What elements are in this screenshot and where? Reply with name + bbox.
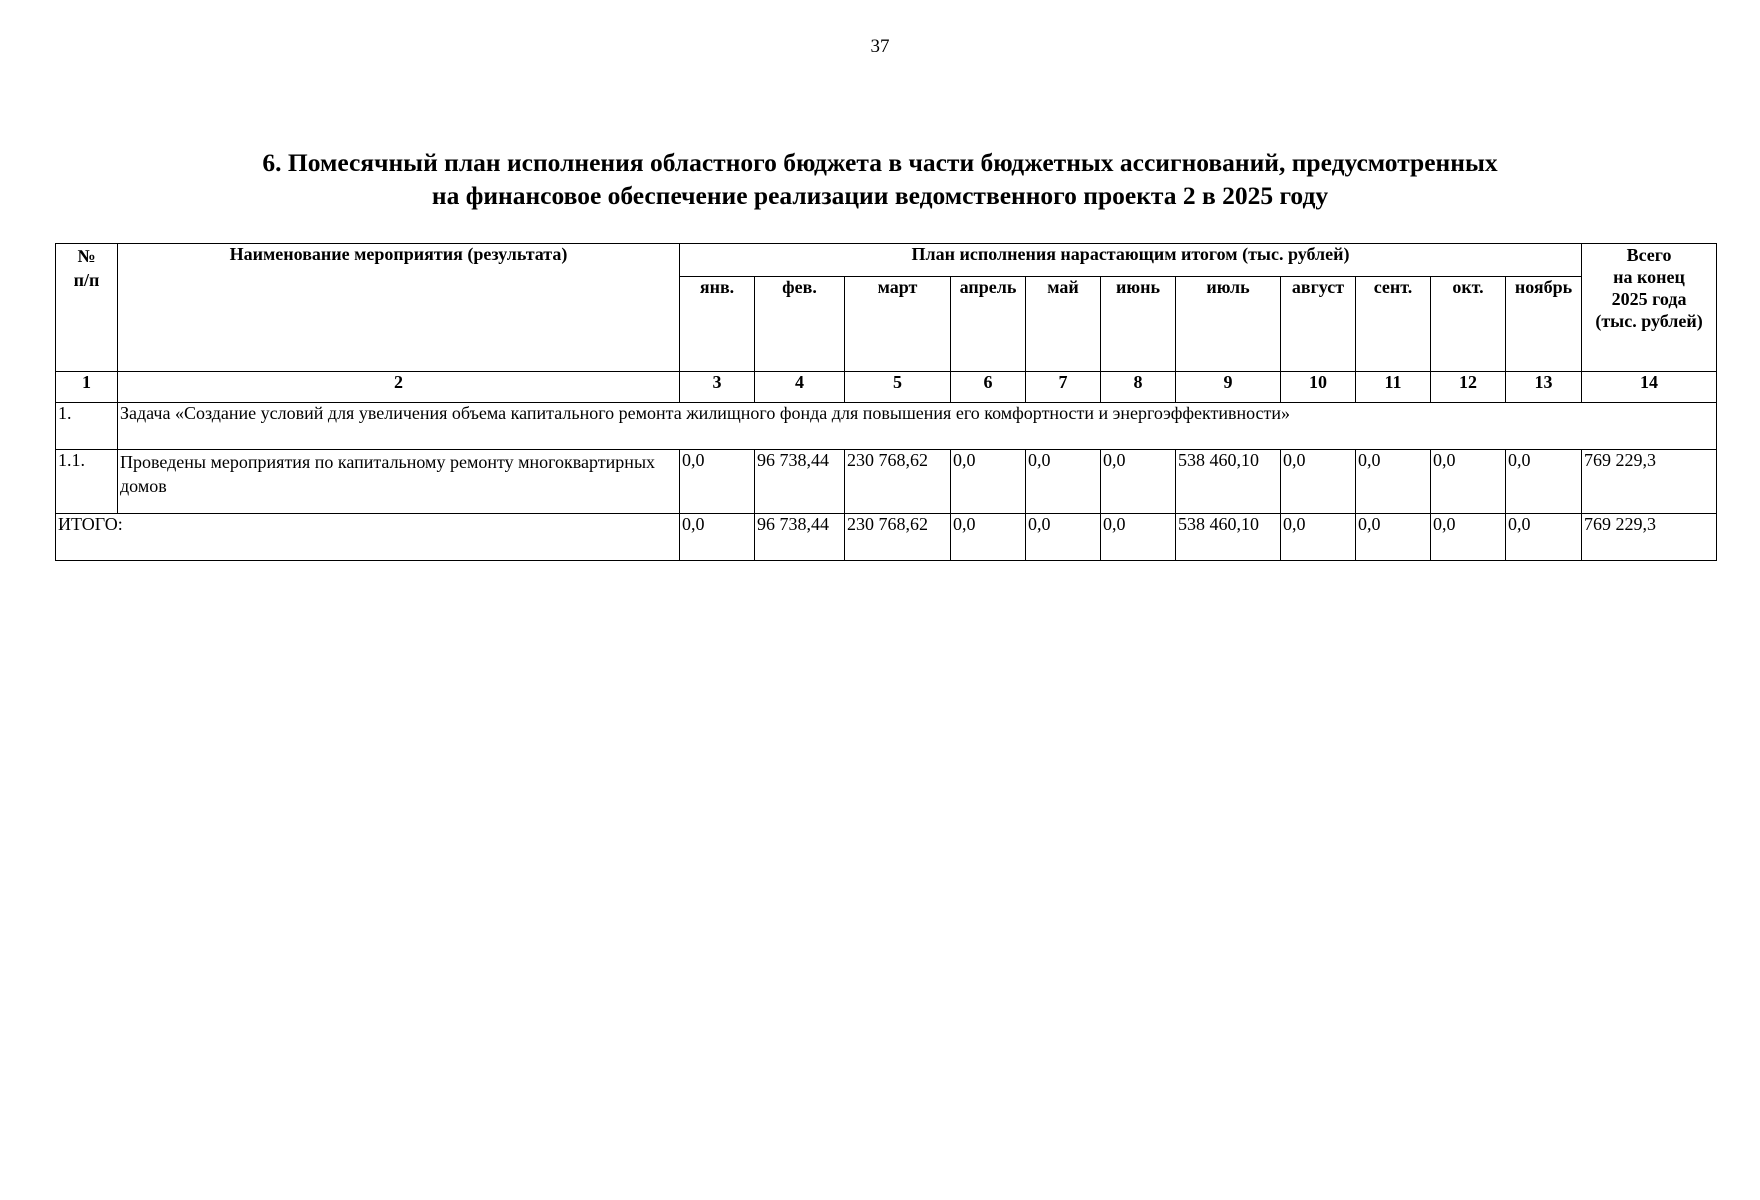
table-row	[56, 450, 1717, 514]
column-number-row	[56, 372, 1717, 403]
month-header: август	[1281, 277, 1356, 372]
month-header: март	[845, 277, 951, 372]
column-number: 10	[1281, 372, 1356, 403]
header-row-1	[56, 244, 1717, 277]
column-number: 14	[1582, 372, 1717, 403]
total-value-cell: 96 738,44	[755, 514, 845, 561]
column-number: 8	[1101, 372, 1176, 403]
column-number: 13	[1506, 372, 1582, 403]
column-number: 4	[755, 372, 845, 403]
total-value-cell: 0,0	[1431, 514, 1506, 561]
total-value-cell: 0,0	[1506, 514, 1582, 561]
month-header: ноябрь	[1506, 277, 1582, 372]
column-number: 7	[1026, 372, 1101, 403]
column-number: 3	[680, 372, 755, 403]
value-cell: 230 768,62	[845, 450, 951, 514]
total-label: ИТОГО:	[56, 514, 680, 561]
header-plan: План исполнения нарастающим итогом (тыс. рублей)	[680, 244, 1582, 277]
value-cell: 0,0	[680, 450, 755, 514]
month-header: июнь	[1101, 277, 1176, 372]
item-name: Проведены мероприятия по капитальному ремонту многоквартирных домов	[118, 450, 680, 514]
task-text: Задача «Создание условий для увеличения объема капитального ремонта жилищного фонда для повышения его комфортности и энергоэффективности»	[118, 403, 1717, 450]
month-header: май	[1026, 277, 1101, 372]
total-value-cell: 0,0	[1281, 514, 1356, 561]
column-number: 1	[56, 372, 118, 403]
value-cell: 0,0	[1101, 450, 1176, 514]
total-value-cell: 0,0	[1101, 514, 1176, 561]
value-cell: 0,0	[951, 450, 1026, 514]
total-value-cell: 538 460,10	[1176, 514, 1281, 561]
task-number: 1.	[56, 403, 118, 450]
month-header: апрель	[951, 277, 1026, 372]
title-line-1: 6. Помесячный план исполнения областного бюджета в части бюджетных ассигнований, предусмотренных	[262, 148, 1498, 177]
value-cell: 0,0	[1506, 450, 1582, 514]
value-cell: 0,0	[1356, 450, 1431, 514]
total-row	[56, 514, 1717, 561]
task-row	[56, 403, 1717, 450]
total-value-cell: 0,0	[1356, 514, 1431, 561]
column-number: 11	[1356, 372, 1431, 403]
total-value-cell: 0,0	[951, 514, 1026, 561]
grand-total: 769 229,3	[1582, 514, 1717, 561]
value-cell: 0,0	[1281, 450, 1356, 514]
value-cell: 0,0	[1431, 450, 1506, 514]
total-value-cell: 0,0	[680, 514, 755, 561]
column-number: 5	[845, 372, 951, 403]
value-cell: 0,0	[1026, 450, 1101, 514]
title-line-2: на финансовое обеспечение реализации ведомственного проекта 2 в 2025 году	[431, 181, 1329, 210]
month-header: июль	[1176, 277, 1281, 372]
budget-plan-table	[55, 243, 1717, 561]
value-cell: 538 460,10	[1176, 450, 1281, 514]
header-number: № п/п	[56, 244, 118, 372]
page-number: 37	[870, 36, 890, 57]
item-total: 769 229,3	[1582, 450, 1717, 514]
month-header: окт.	[1431, 277, 1506, 372]
month-header: сент.	[1356, 277, 1431, 372]
column-number: 6	[951, 372, 1026, 403]
column-number: 9	[1176, 372, 1281, 403]
column-number: 12	[1431, 372, 1506, 403]
item-number: 1.1.	[56, 450, 118, 514]
header-name: Наименование мероприятия (результата)	[118, 244, 680, 372]
month-header: янв.	[680, 277, 755, 372]
value-cell: 96 738,44	[755, 450, 845, 514]
month-header: фев.	[755, 277, 845, 372]
total-value-cell: 0,0	[1026, 514, 1101, 561]
column-number: 2	[118, 372, 680, 403]
header-total: Всего на конец 2025 года (тыс. рублей)	[1582, 244, 1717, 372]
document-title	[140, 146, 1620, 212]
total-value-cell: 230 768,62	[845, 514, 951, 561]
